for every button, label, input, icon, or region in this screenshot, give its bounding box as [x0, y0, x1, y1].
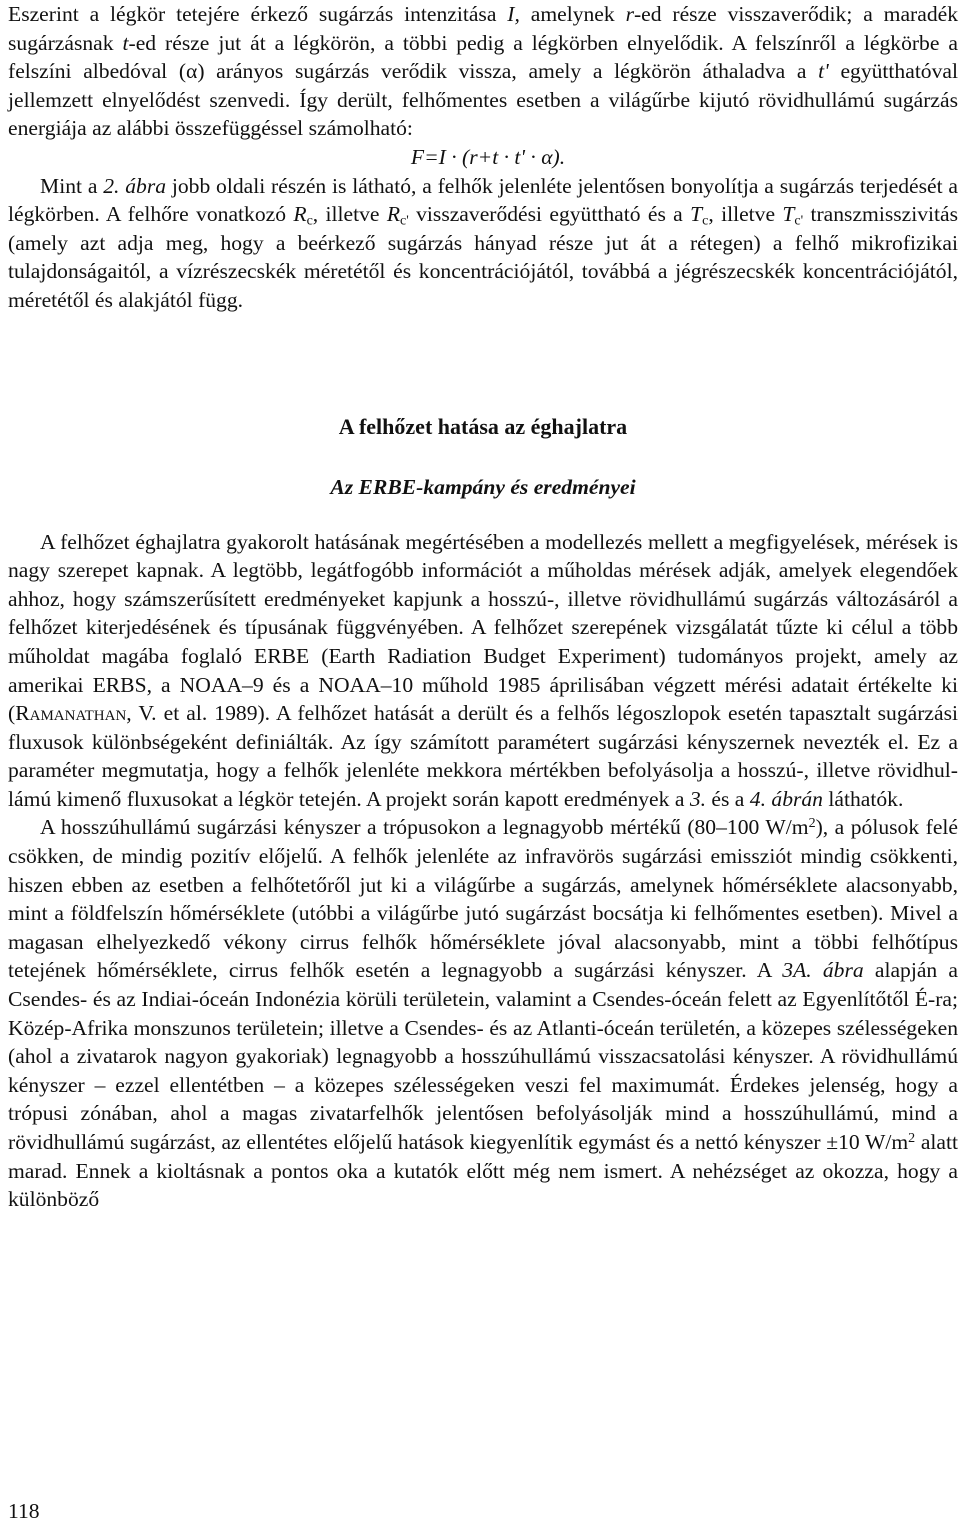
text-run: t'	[818, 59, 829, 84]
text-run: A felhőzet éghajlatra gyakorolt hatásának megértésében a modellezés mellett a megfigyelések, mérések is nagy szerepet kapnak. A legtöbb, legátfogóbb információt a műholdas mérések adják, amelyek elegendőek ahhoz, hogy számszerűsített eredményeket kapjunk a hosszú-, illetve rövidhullámú sugárzás változásáról a felhőzet kiterjedésének és típusának függvényében. A felhőzet szerepének vizsgálatát tűzte ki célul a több műholdat magába foglaló ERBE (Earth Radiation Budget Experiment) tudományos projekt, amely az amerikai ERBS, a NOAA–9 és a NOAA–10 műhold 1985 áprilisában végzett mérési adatait értékelte ki (	[8, 529, 958, 726]
text-run: t	[122, 30, 129, 55]
section-subtitle: Az ERBE-kampány és eredményei	[330, 474, 636, 499]
paragraph-cloud-effects	[8, 172, 958, 315]
section-title: A felhőzet hatása az éghajlatra	[338, 413, 628, 439]
text-run: alatt marad. Ennek a kioltásnak a pontos oka a kutatók előtt még nem ismert. A nehézséget az okozza, hogy a különböző	[8, 1130, 958, 1212]
text-run: T	[690, 202, 703, 227]
text-run: 3.	[689, 786, 707, 811]
text-run: visszaverődési együttható és a	[408, 202, 691, 227]
page-number: 118	[8, 1499, 40, 1523]
text-run: A hosszúhullámú sugárzási kényszer a trópusokon a legnagyobb mértékű (80–100 W/m	[40, 815, 809, 840]
text-run: , illetve	[708, 202, 783, 227]
text-run: amelynek	[519, 2, 626, 26]
text-run: Ramanathan	[15, 701, 127, 726]
text-run: alapján a Csendes- és az Indiai-óceán Indonézia körüli területein, valamint a Csendes-óceán felett az Egyenlítőtől É-ra; Közép-Afrika monszunos területein; illetve a Csendes- és az Atlanti-óceán területén, a közepes szélességeken (ahol a zivatarok nagyon gyakoriak) legnagyobb a hosszúhullámú visszacsatolási kényszer. A rövidhullámú kényszer – ezzel ellentétben – a közepes szélességeken veszi fel maximumát. Érdekes jelenség, hogy a trópusi zónában, ahol a magas zivatarfelhők jelentősen befolyásolják mind a hosszúhullámú, mind a rövidhullámú sugárzást, az ellentétes előjelű hatások kiegyenlítik egymást és a nettó kényszer ±10 W/m	[8, 958, 958, 1154]
spacer	[8, 442, 958, 472]
text-run: -ed része visszaverődik; a maradék sugárzásnak	[8, 2, 958, 55]
text-run: 2	[908, 1129, 916, 1146]
text-run: I,	[507, 2, 520, 26]
paragraph-intro	[8, 0, 958, 143]
paragraph-erbe	[8, 528, 958, 814]
text-run: , V. et al. 1989). A felhőzet hatását a derült és a felhős légoszlopok esetén tapasztalt sugárzási fluxusok különbségeként definiálták. Az így számított paramétert sugárzási kényszernek nevezték el. Ez a paraméter megmutatja, hogy a felhők jelenléte mekkora mértékben befolyásolja a hosszú-, illetve rövidhullámú kimenő fluxusokat a légkör tetején. A projekt során kapott eredmények a	[8, 701, 958, 811]
paragraph-longwave-forcing	[8, 813, 958, 1213]
text-run: Eszerint a légkör tetejére érkező sugárzás intenzitása	[8, 2, 508, 26]
text-run: , illetve	[312, 202, 387, 227]
text-run: jobb oldali részén is látható, a felhők jelenléte jelentősen bonyolítja a sugárzás terjedését a légkörben. A felhőre vonatkozó	[8, 173, 958, 227]
text-run: 4. ábrán	[749, 786, 823, 811]
page-body	[8, 0, 958, 1214]
text-run: 2	[808, 815, 816, 832]
text-run: c'	[400, 212, 409, 229]
text-run: 3A. ábra	[782, 958, 864, 983]
text-run: transzmisszivitás (amely azt adja meg, hogy a beérkező sugárzás hányad része jut át a rétegen) a felhő mikrofizikai tulajdonságaitól, a vízrészecskék méretétől és koncentrációjától, továbbá a jégrészecskék koncentrációjától, méretétől és alakjától függ.	[8, 202, 959, 312]
text-run: és a	[706, 786, 750, 811]
spacer	[8, 502, 958, 528]
text-run: c	[306, 212, 313, 229]
text-run: 2. ábra	[103, 173, 167, 198]
formula: F=I · (r+t · t' · α).	[410, 144, 566, 169]
text-run: R	[293, 202, 307, 227]
spacer	[8, 315, 958, 412]
text-run: c	[702, 212, 709, 229]
text-run: ), a pólusok felé csökken, de mindig pozitív előjelű. A felhők jelenléte az infravörös sugárzási emissziót mindig csökkenti, hiszen ebben az esetben a felhőtetőről jut ki a világűrbe a sugárzás, amelynek hőmérséklete alacsonyabb, mint a földfelszín hőmérséklete (utóbbi a világűrbe jutó sugárzást bocsátja ki felhőmentes esetben). Mivel a magasan elhelyezkedő vékony cirrus felhők hőmérséklete jóval alacsonyabb, mint a többi felhőtípus tetejének hőmérséklete, cirrus felhők esetén a legnagyobb a sugárzási kényszer. A	[8, 815, 958, 983]
text-run: Mint a	[40, 173, 104, 198]
text-run: T	[782, 202, 795, 227]
text-run: R	[386, 202, 401, 227]
text-run: láthatók.	[822, 786, 904, 811]
text-run: c'	[794, 212, 804, 229]
text-run: -ed része jut át a légkörön, a többi pedig a légkörben elnyelődik. A felszínről a légkörbe a felszíni albedóval (α) arányos sugárzás verődik vissza, amely a légkörön áthaladva a	[8, 30, 958, 84]
text-run: r	[625, 2, 634, 26]
text-run: együtthatóval jellemzett elnyelődést szenvedi. Így derült, felhőmentes esetben a világűrbe kijutó rövidhullámú sugárzás energiája az alábbi összefüggéssel számolható:	[8, 59, 958, 141]
